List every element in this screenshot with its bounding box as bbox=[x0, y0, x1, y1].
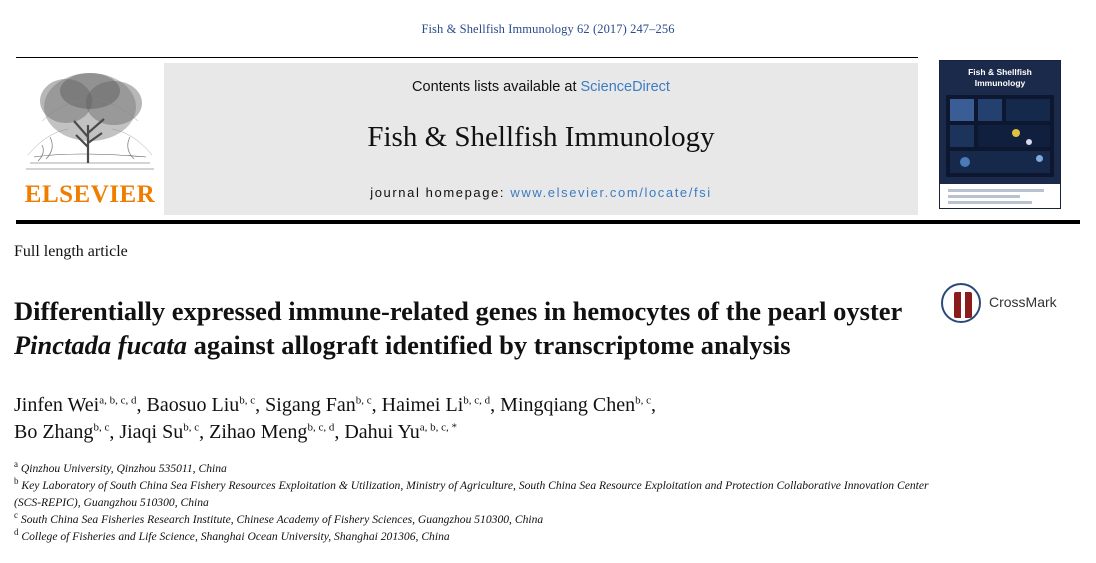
author-name[interactable]: Bo Zhang bbox=[14, 421, 94, 443]
author-name[interactable]: Dahui Yu bbox=[344, 421, 420, 443]
elsevier-logo bbox=[16, 63, 164, 215]
contents-available-line bbox=[164, 79, 918, 95]
affiliation-marker: b bbox=[14, 476, 19, 487]
author-separator: , bbox=[136, 394, 147, 416]
author-name[interactable]: Sigang Fan bbox=[265, 394, 356, 416]
author-separator: , bbox=[490, 394, 501, 416]
author-separator: , bbox=[651, 394, 657, 416]
elsevier-tree-icon bbox=[16, 63, 164, 179]
journal-running-head: Fish & Shellfish Immunology 62 (2017) 247–256 bbox=[421, 22, 675, 36]
author-name[interactable]: Zihao Meng bbox=[209, 421, 308, 443]
author-separator: , bbox=[109, 421, 120, 443]
affiliation-item bbox=[14, 460, 944, 477]
article-title-part1: Differentially expressed immune-related genes in hemocytes of the pearl oyster bbox=[14, 295, 902, 326]
cover-title-line2: Immunology bbox=[974, 78, 1026, 88]
author-affiliation-marker: b, c bbox=[93, 421, 110, 434]
crossmark-icon bbox=[941, 283, 981, 323]
author-affiliation-marker: a, b, c, d bbox=[99, 394, 137, 407]
affiliation-item bbox=[14, 528, 944, 545]
affiliation-text: South China Sea Fisheries Research Institute, Chinese Academy of Fishery Sciences, Guangzhou 510300, China bbox=[20, 513, 544, 526]
crossmark-label: CrossMark bbox=[989, 294, 1057, 310]
author-separator: , bbox=[199, 421, 210, 443]
author-separator: , bbox=[334, 421, 345, 443]
author-list bbox=[14, 392, 1014, 446]
author-name[interactable]: Jinfen Wei bbox=[14, 394, 100, 416]
journal-band bbox=[164, 63, 918, 215]
contents-prefix: Contents lists available at bbox=[412, 79, 581, 95]
affiliation-marker: a bbox=[14, 459, 18, 470]
masthead-top-rule bbox=[16, 57, 918, 58]
affiliation-item bbox=[14, 477, 944, 511]
author-affiliation-marker: b, c bbox=[183, 421, 200, 434]
affiliation-item bbox=[14, 511, 944, 528]
author-affiliation-marker: b, c bbox=[635, 394, 652, 407]
affiliation-text: Qinzhou University, Qinzhou 535011, China bbox=[20, 462, 227, 475]
article-title-species: Pinctada fucata bbox=[14, 329, 187, 360]
cover-title bbox=[940, 67, 1060, 89]
author-affiliation-marker: b, c bbox=[355, 394, 372, 407]
journal-masthead bbox=[16, 57, 1080, 221]
affiliation-text: College of Fisheries and Life Science, Shanghai Ocean University, Shanghai 201306, China bbox=[21, 530, 450, 543]
author-line-1 bbox=[14, 392, 1014, 419]
author-affiliation-marker: b, c, d bbox=[307, 421, 335, 434]
author-affiliation-marker: b, c, d bbox=[463, 394, 491, 407]
author-name[interactable]: Baosuo Liu bbox=[146, 394, 240, 416]
affiliation-text: Key Laboratory of South China Sea Fishery Resources Exploitation & Utilization, Ministry of Agriculture, South China Sea Resource Exploitation and Protection Collaborative Innovation Center (SCS-REPIC), Guangzhou 510300, China bbox=[14, 479, 929, 509]
author-name[interactable]: Haimei Li bbox=[381, 394, 464, 416]
elsevier-wordmark: ELSEVIER bbox=[24, 181, 156, 208]
journal-title: Fish & Shellfish Immunology bbox=[367, 121, 715, 153]
affiliation-marker: c bbox=[14, 510, 18, 521]
author-separator: , bbox=[371, 394, 382, 416]
sciencedirect-link[interactable]: ScienceDirect bbox=[580, 79, 670, 95]
cover-artwork bbox=[946, 95, 1054, 177]
author-name[interactable]: Jiaqi Su bbox=[119, 421, 184, 443]
affiliation-list bbox=[14, 460, 944, 545]
homepage-prefix: journal homepage: bbox=[370, 185, 511, 200]
journal-cover-thumbnail bbox=[939, 60, 1061, 209]
author-line-2 bbox=[14, 419, 1014, 446]
article-title bbox=[14, 294, 904, 362]
journal-homepage-link[interactable]: www.elsevier.com/locate/fsi bbox=[510, 185, 712, 200]
journal-homepage-line bbox=[164, 185, 918, 200]
cover-title-line1: Fish & Shellfish bbox=[968, 67, 1032, 77]
article-type-label: Full length article bbox=[14, 243, 128, 260]
author-separator: , bbox=[255, 394, 266, 416]
author-affiliation-marker: a, b, c, * bbox=[419, 421, 457, 434]
author-affiliation-marker: b, c bbox=[239, 394, 256, 407]
author-name[interactable]: Mingqiang Chen bbox=[500, 394, 636, 416]
affiliation-marker: d bbox=[14, 527, 19, 538]
crossmark-badge[interactable] bbox=[941, 283, 1081, 323]
article-title-part2: against allograft identified by transcriptome analysis bbox=[186, 329, 791, 360]
masthead-bottom-rule bbox=[16, 220, 1080, 224]
cover-footer bbox=[940, 184, 1060, 208]
